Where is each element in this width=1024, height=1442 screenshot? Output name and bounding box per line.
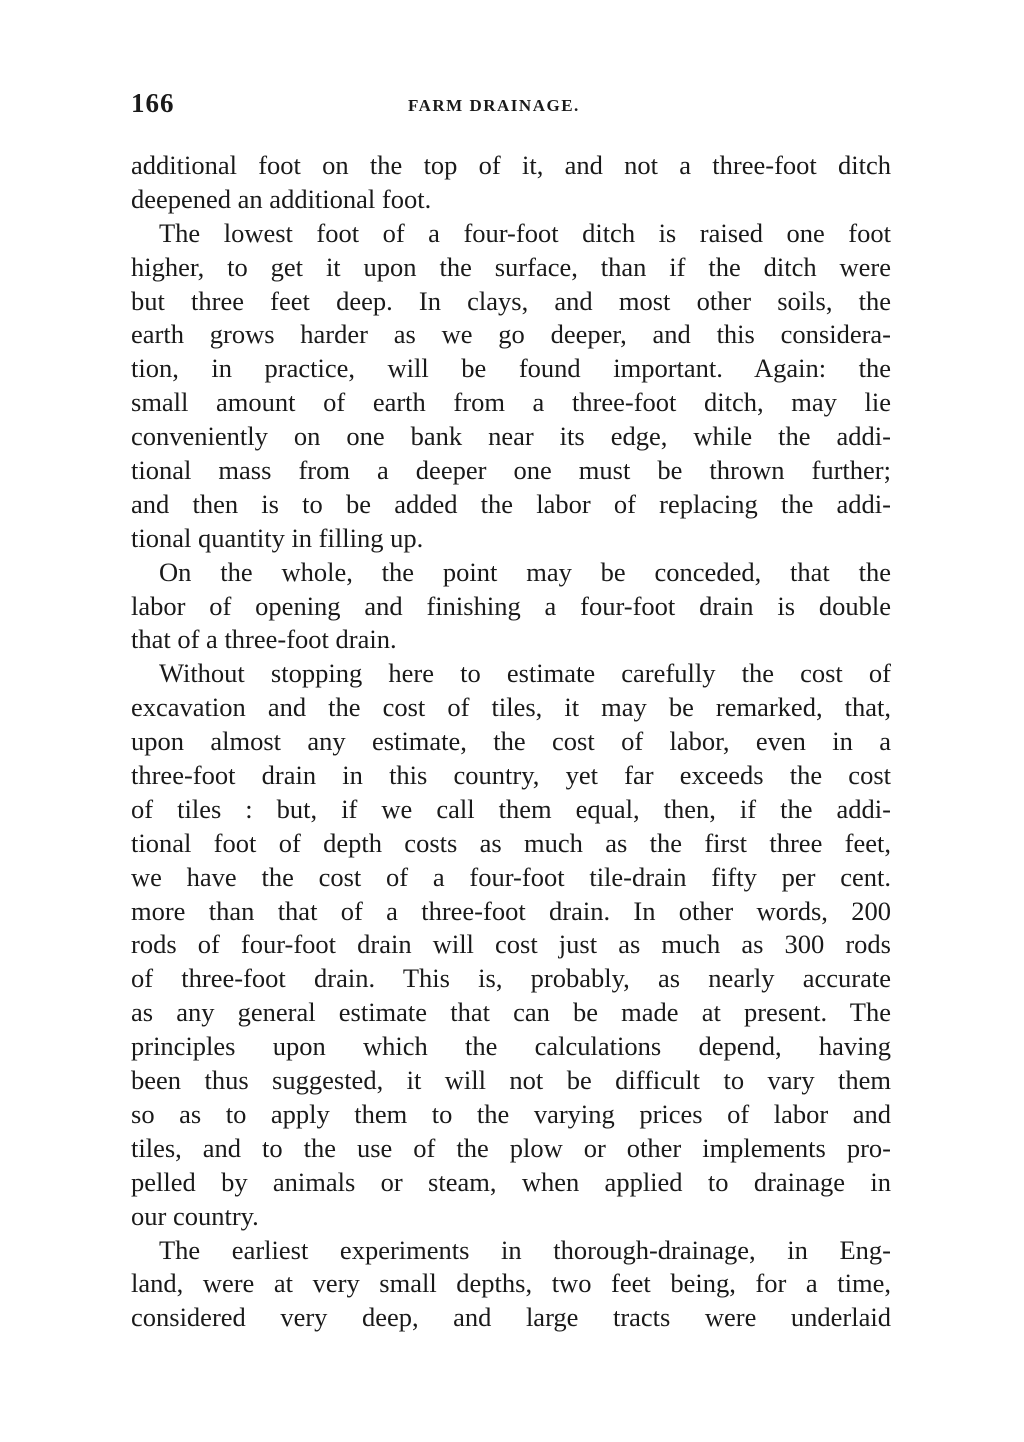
text-line: that of a three-foot drain.: [131, 624, 397, 655]
text-line: pelled by animals or steam, when applied to drainage in: [131, 1166, 891, 1197]
text-line: considered very deep, and large tracts were underlaid: [131, 1302, 891, 1333]
text-line: more than that of a three-foot drain. In other words, 200: [131, 895, 891, 926]
text-line: of tiles : but, if we call them equal, then, if the addi-: [131, 793, 891, 824]
running-head: [131, 88, 891, 128]
text-line: The earliest experiments in thorough-drainage, in Eng-: [159, 1234, 891, 1265]
text-line: our country.: [131, 1200, 259, 1231]
text-line: conveniently on one bank near its edge, while the addi-: [131, 421, 891, 452]
text-line: higher, to get it upon the surface, than if the ditch were: [131, 251, 891, 282]
text-line: three-foot drain in this country, yet far exceeds the cost: [131, 760, 891, 791]
text-line: tion, in practice, will be found important. Again: the: [131, 353, 891, 384]
text-line: On the whole, the point may be conceded, that the: [159, 556, 891, 587]
text-line: so as to apply them to the varying prices of labor and: [131, 1098, 891, 1129]
running-title: FARM DRAINAGE.: [408, 96, 580, 115]
body-text: [131, 149, 891, 1335]
text-line: been thus suggested, it will not be difficult to vary them: [131, 1065, 891, 1096]
page-number: 166: [131, 88, 175, 118]
text-line: deepened an additional foot.: [131, 183, 432, 214]
text-line: upon almost any estimate, the cost of labor, even in a: [131, 726, 891, 757]
text-line: tional mass from a deeper one must be thrown further;: [131, 455, 891, 486]
text-line: labor of opening and finishing a four-foot drain is double: [131, 590, 891, 621]
text-line: small amount of earth from a three-foot ditch, may lie: [131, 387, 891, 418]
text-line: principles upon which the calculations depend, having: [131, 1031, 891, 1062]
text-line: we have the cost of a four-foot tile-drain fifty per cent.: [131, 861, 891, 892]
text-line: tional foot of depth costs as much as the first three feet,: [131, 827, 891, 858]
text-line: but three feet deep. In clays, and most other soils, the: [131, 285, 891, 316]
text-line: and then is to be added the labor of replacing the addi-: [131, 488, 891, 519]
text-line: The lowest foot of a four-foot ditch is raised one foot: [159, 217, 891, 248]
text-line: excavation and the cost of tiles, it may be remarked, that,: [131, 692, 891, 723]
text-line: additional foot on the top of it, and not a three-foot ditch: [131, 150, 891, 180]
text-line: tiles, and to the use of the plow or other implements pro-: [131, 1132, 891, 1163]
text-line: tional quantity in filling up.: [131, 522, 424, 553]
text-line: as any general estimate that can be made at present. The: [131, 997, 891, 1028]
text-line: Without stopping here to estimate carefully the cost of: [159, 658, 891, 689]
text-line: of three-foot drain. This is, probably, as nearly accurate: [131, 963, 891, 994]
text-line: land, were at very small depths, two feet being, for a time,: [131, 1268, 891, 1299]
text-line: rods of four-foot drain will cost just as much as 300 rods: [131, 929, 891, 960]
text-line: earth grows harder as we go deeper, and this considera-: [131, 319, 891, 350]
